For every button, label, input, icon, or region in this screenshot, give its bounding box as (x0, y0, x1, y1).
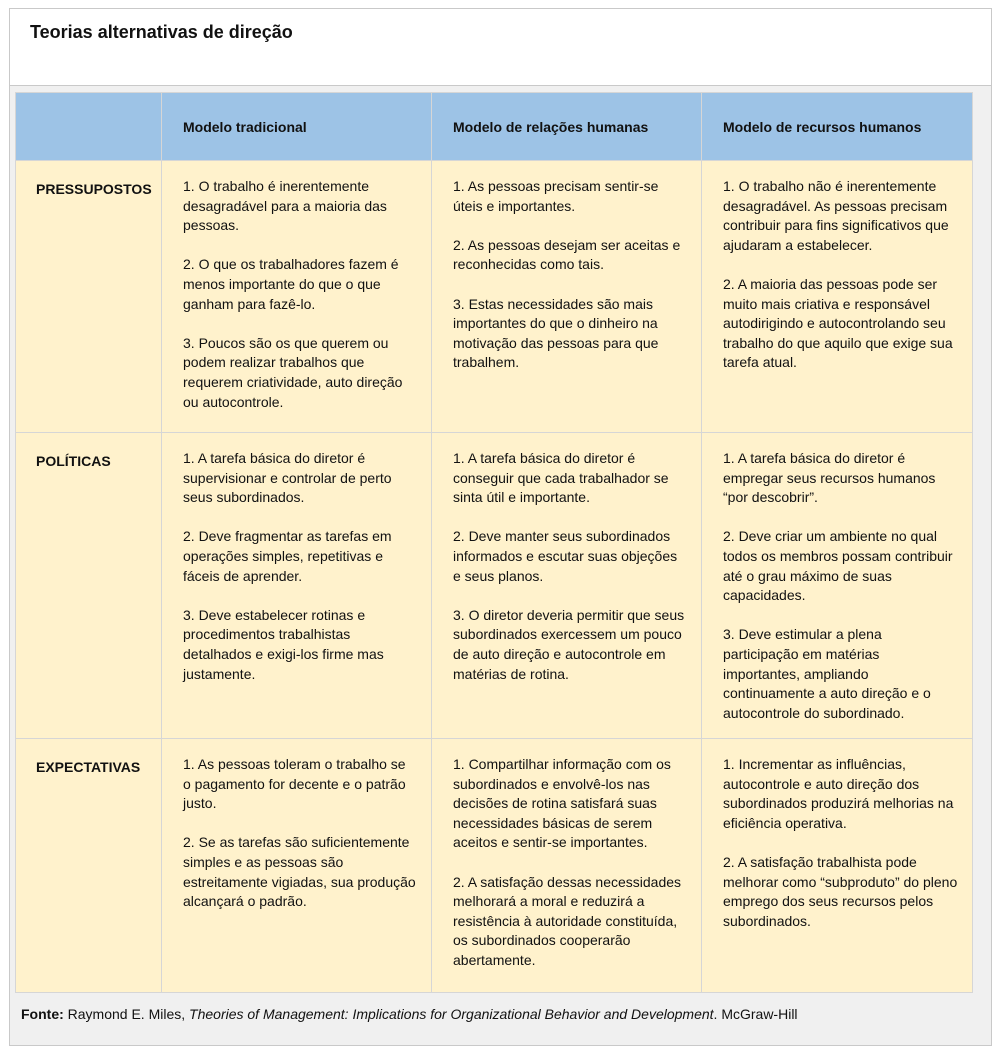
row-label-politicas: POLÍTICAS (16, 433, 162, 739)
cell-politicas-human-relations (432, 433, 702, 739)
table-row-pressupostos (16, 161, 973, 433)
header-human-resources-model: Modelo de recursos humanos (702, 93, 973, 161)
paragraph: 3. Deve estabelecer rotinas e procedimentos trabalhistas detalhados e exigi-los firme mas justamente. (183, 606, 384, 682)
paragraph: 1. Incrementar as influências, autocontrole e auto direção dos subordinados produzirá melhorias na eficiência operativa. (723, 756, 954, 831)
header-human-relations-model: Modelo de relações humanas (432, 93, 702, 161)
paragraph: 2. A satisfação dessas necessidades melhorará a moral e reduzirá a resistência à autoridade constituída, os subordinados cooperarão abertamente. (453, 873, 682, 968)
paragraph: 2. As pessoas desejam ser aceitas e reconhecidas como tais. (453, 236, 681, 273)
table-row-politicas (16, 433, 973, 739)
cell-pressupostos-traditional (162, 161, 432, 433)
cell-expectativas-human-relations (432, 739, 702, 993)
paragraph: 2. Deve fragmentar as tarefas em operações simples, repetitivas e fáceis de aprender. (183, 528, 392, 584)
cell-politicas-human-resources (702, 433, 973, 739)
paragraph: 3. O diretor deveria permitir que seus subordinados exercessem um pouco de auto direção e autocontrole em matérias de rotina. (453, 606, 685, 682)
source-publisher: . McGraw-Hill (713, 1006, 798, 1022)
header-traditional-model: Modelo tradicional (162, 93, 432, 161)
cell-pressupostos-human-relations (432, 161, 702, 433)
header-row (16, 93, 973, 161)
header-empty-cell (16, 93, 162, 161)
paragraph: 2. Deve manter seus subordinados informados e escutar suas objeções e seus planos. (453, 528, 678, 584)
paragraph: 1. A tarefa básica do diretor é conseguir que cada trabalhador se sinta útil e importante. (453, 450, 669, 506)
table-row-expectativas (16, 739, 973, 993)
cell-pressupostos-human-resources (702, 161, 973, 433)
source-author: Raymond E. Miles, (63, 1006, 190, 1022)
paragraph: 1. As pessoas precisam sentir-se úteis e importantes. (453, 178, 659, 214)
source-citation (21, 1006, 798, 1022)
source-label: Fonte: (21, 1006, 64, 1022)
paragraph: 1. A tarefa básica do diretor é empregar seus recursos humanos “por descobrir”. (723, 450, 936, 506)
paragraph: 1. O trabalho é inerentemente desagradável para a maioria das pessoas. (183, 178, 387, 234)
paragraph: 2. Se as tarefas são suficientemente simples e as pessoas são estreitamente vigiadas, sua produção alcançará o padrão. (183, 834, 416, 910)
source-work-title: Theories of Management: Implications for Organizational Behavior and Development (189, 1006, 714, 1022)
cell-expectativas-human-resources (702, 739, 973, 993)
paragraph: 3. Poucos são os que querem ou podem realizar trabalhos que requerem criatividade, auto direção ou autocontrole. (183, 334, 403, 410)
page-title: Teorias alternativas de direção (30, 22, 293, 42)
paragraph: 3. Estas necessidades são mais importantes do que o dinheiro na motivação das pessoas para que trabalhem. (453, 295, 659, 371)
row-label-pressupostos: PRESSUPOSTOS (16, 161, 162, 433)
title-bar (10, 9, 991, 86)
theories-table (15, 92, 973, 993)
cell-politicas-traditional (162, 433, 432, 739)
paragraph: 2. O que os trabalhadores fazem é menos importante do que o que ganham para fazê-lo. (183, 256, 399, 312)
cell-expectativas-traditional (162, 739, 432, 993)
paragraph: 3. Deve estimular a plena participação em matérias importantes, ampliando continuamente a auto direção e o autocontrole do subordinado. (723, 626, 931, 721)
paragraph: 2. A satisfação trabalhista pode melhorar como “subproduto” do pleno emprego dos seus recursos pelos subordinados. (723, 853, 958, 929)
paragraph: 2. A maioria das pessoas pode ser muito mais criativa e responsável autodirigindo e autocontrolando seu trabalho do que aquilo que exige sua tarefa atual. (723, 275, 953, 371)
paragraph: 2. Deve criar um ambiente no qual todos os membros possam contribuir até o grau máximo de suas capacidades. (723, 528, 953, 604)
row-label-expectativas: EXPECTATIVAS (16, 739, 162, 993)
paragraph: 1. O trabalho não é inerentemente desagradável. As pessoas precisam contribuir para fins significativos que ajudaram a estabelecer. (723, 178, 949, 253)
paragraph: 1. As pessoas toleram o trabalho se o pagamento for decente e o patrão justo. (183, 756, 406, 812)
paragraph: 1. Compartilhar informação com os subordinados e envolvê-los nas decisões de rotina satisfará suas necessidades básicas de serem aceitos e sentir-se importantes. (453, 756, 671, 851)
paragraph: 1. A tarefa básica do diretor é supervisionar e controlar de perto seus subordinados. (183, 450, 392, 506)
